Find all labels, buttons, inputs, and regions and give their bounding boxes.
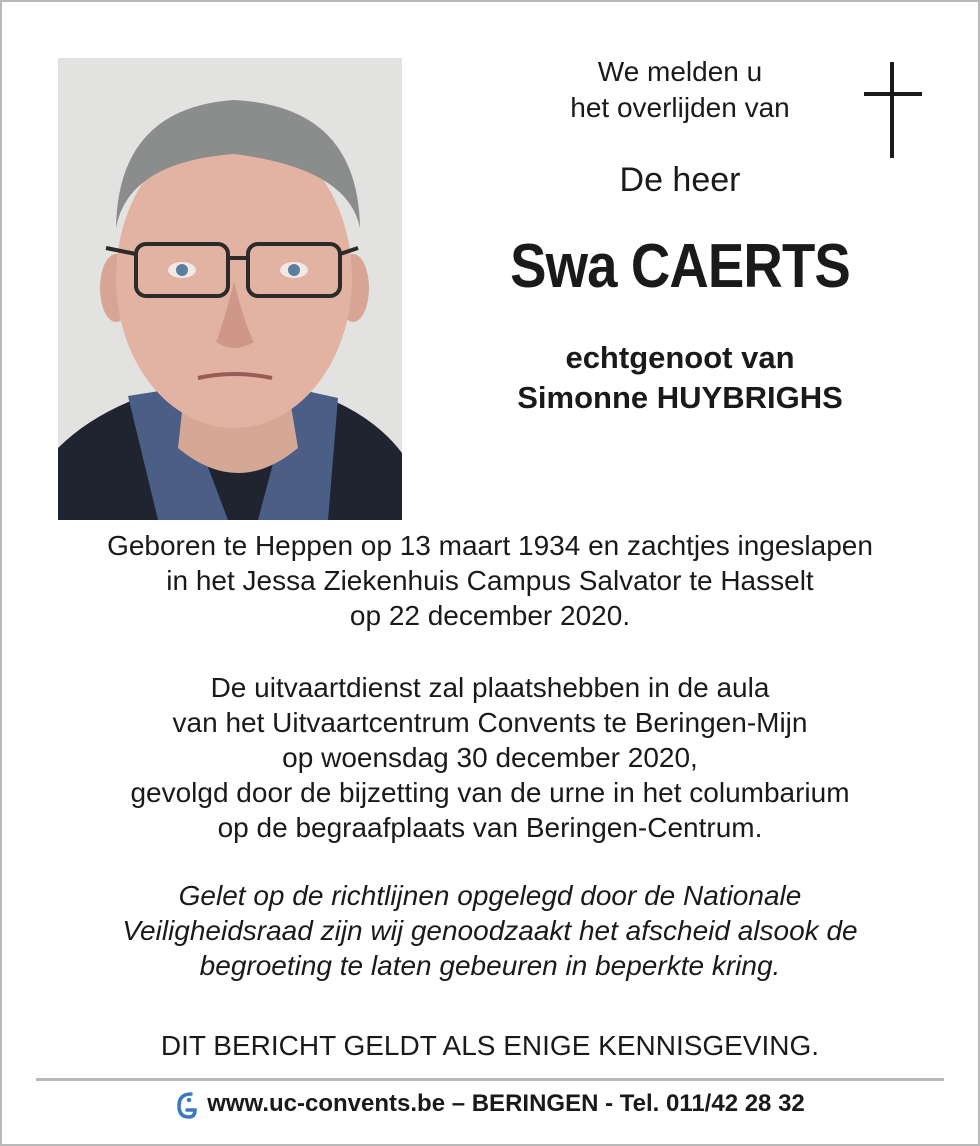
footer-divider — [36, 1078, 944, 1081]
service-line-4: gevolgd door de bijzetting van de urne in het columbarium — [130, 777, 850, 808]
notice-line-1: Gelet op de richtlijnen opgelegd door de Nationale — [178, 880, 802, 911]
portrait-photo — [58, 58, 402, 520]
notice-line-3: begroeting te laten gebeuren in beperkte kring. — [199, 950, 781, 981]
service-line-3: op woensdag 30 december 2020, — [282, 742, 698, 773]
service-line-5: op de begraafplaats van Beringen-Centrum. — [217, 812, 763, 843]
birth-line-1: Geboren te Heppen op 13 maart 1934 en zachtjes ingeslapen — [107, 530, 873, 561]
spouse-name: Simonne HUYBRIGHS — [517, 380, 843, 415]
service-line-2: van het Uitvaartcentrum Convents te Beringen-Mijn — [172, 707, 808, 738]
birth-line-3: op 22 december 2020. — [349, 600, 631, 631]
notice-paragraph — [30, 878, 950, 983]
deceased-name: Swa CAERTS — [510, 232, 850, 301]
spouse-block — [430, 338, 930, 418]
birth-paragraph — [30, 528, 950, 633]
intro-line-1: We melden u — [597, 56, 763, 87]
footer-contact-text: www.uc-convents.be – BERINGEN - Tel. 011/42 28 32 — [207, 1090, 805, 1117]
intro-text — [430, 54, 930, 126]
intro-line-2: het overlijden van — [570, 92, 790, 123]
footer — [0, 1088, 980, 1120]
funeral-home-logo-icon — [175, 1090, 197, 1120]
birth-line-2: in het Jessa Ziekenhuis Campus Salvator te Hasselt — [166, 565, 814, 596]
service-line-1: De uitvaartdienst zal plaatshebben in de aula — [210, 672, 770, 703]
relation-label: echtgenoot van — [565, 340, 795, 375]
service-paragraph — [30, 670, 950, 845]
salutation: De heer — [619, 161, 741, 199]
final-notice: DIT BERICHT GELDT ALS ENIGE KENNISGEVING. — [160, 1030, 820, 1061]
notice-line-2: Veiligheidsraad zijn wij genoodzaakt het afscheid alsook de — [122, 915, 858, 946]
